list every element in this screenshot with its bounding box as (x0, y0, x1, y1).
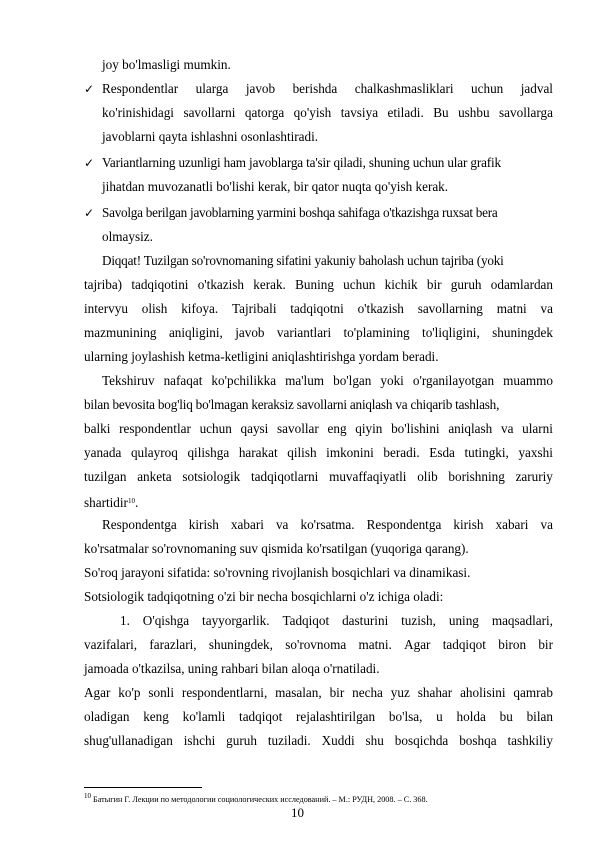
word: nafaqat (163, 373, 203, 388)
word: tavsiya (340, 105, 379, 120)
word: tadqiqotlarni (250, 469, 319, 484)
word: savollarning (417, 301, 483, 316)
word: chalkashmasliklari (354, 81, 454, 96)
word: kirish (188, 517, 219, 532)
word: tashkiliy (507, 733, 553, 748)
word: tadqiqotini (131, 277, 189, 292)
word: bo'lsa, (388, 709, 423, 724)
paragraph-2-line-3 (84, 421, 553, 437)
word: etiladi. (387, 105, 424, 120)
word: Respondentlar (102, 81, 179, 96)
word: Tadqiqot (282, 613, 330, 628)
word: bu (499, 709, 513, 724)
word: muvaffaqiyatli (329, 469, 407, 484)
word: javob (245, 81, 276, 96)
word: tutingki, (464, 445, 509, 460)
word: o'tkazish (197, 277, 245, 292)
word: boshqa (459, 733, 497, 748)
word: ko'rinishidagi (102, 105, 174, 120)
word: variantlari (276, 325, 332, 340)
word: ko'pchilikka (211, 373, 277, 388)
word: to'plamining (343, 325, 410, 340)
word: balki (84, 421, 111, 436)
word: aholisini (460, 685, 506, 700)
page-number: 10 (291, 805, 304, 820)
word: bosqichda (394, 733, 449, 748)
word: mazmunining (84, 325, 157, 340)
word: xabari (230, 517, 264, 532)
word: dasturini (342, 613, 389, 628)
footnote-text: Батыгин Г. Лекции по методологии социологических исследований. – М.: РУДН, 2008. – С. 368. (91, 795, 428, 804)
bullet-2-line-1: Variantlarning uzunligi ham javoblarga ta'sir qiladi, shuning uchun ular grafik (102, 155, 501, 170)
checkmark-icon: ✓ (84, 82, 95, 96)
paragraph-1-line-2 (84, 277, 553, 293)
word: savollar (277, 421, 319, 436)
text-line: joy bo'lmasligi mumkin. (102, 57, 231, 72)
paragraph-2-end-text: shartidir (84, 495, 128, 510)
word: uchun (471, 81, 504, 96)
word: zaruriy (515, 469, 553, 484)
footnote-separator (84, 787, 202, 788)
word: tayyorgarlik. (202, 613, 270, 628)
paragraph-2-line-5 (84, 469, 553, 485)
paragraph-6-line-1 (120, 613, 553, 629)
word: tadqiqot (239, 709, 283, 724)
word: tajriba) (84, 277, 123, 292)
word: borishning (448, 469, 505, 484)
paragraph-5: Sotsiologik tadqiqotning o'zi bir necha bosqichlarni o'z ichiga oladi: (84, 589, 444, 604)
word: O'qishga (142, 613, 190, 628)
word: ularni (522, 421, 553, 436)
word: Respondentga (102, 517, 177, 532)
word: tuzilgan (84, 469, 127, 484)
word: bo'lgan (333, 373, 372, 388)
word: beradi. (383, 445, 420, 460)
word: jadval (520, 81, 553, 96)
word: kichik (384, 277, 418, 292)
word: qaysi (240, 421, 269, 436)
word: ushbu (458, 105, 490, 120)
word: Respondentga (366, 517, 442, 532)
word: shu (365, 733, 384, 748)
word: ma'lum (285, 373, 325, 388)
word: savollarga (499, 105, 553, 120)
word: respondentlar (119, 421, 191, 436)
word: va (275, 517, 289, 532)
word: rejalashtirilgan (296, 709, 376, 724)
word: u (436, 709, 443, 724)
paragraph-1-line-4 (84, 325, 553, 341)
word: imkonini (326, 445, 374, 460)
word: ularga (195, 81, 229, 96)
footnote-number: 10 (84, 792, 91, 800)
word: muammo (503, 373, 553, 388)
word: harakat (238, 445, 278, 460)
word: qilishga (187, 445, 230, 460)
bullet-3-line-2: olmaysiz. (102, 229, 153, 244)
bullet-1-line-1 (102, 81, 553, 97)
word: guruh (450, 277, 482, 292)
word: tuziladi. (267, 733, 311, 748)
word: shuningdek (492, 325, 553, 340)
word: qulayroq (130, 445, 178, 460)
word: va (500, 421, 514, 436)
word: yuz (390, 685, 410, 700)
word: masalan, (275, 685, 322, 700)
word: ko'p (118, 685, 141, 700)
word: bo'lishini (391, 421, 440, 436)
word: tadqiqot (442, 637, 486, 652)
paragraph-7-line-1 (84, 685, 553, 701)
word: necha (352, 685, 383, 700)
paragraph-6-line-2 (84, 637, 553, 653)
paragraph-1-line-3 (84, 301, 553, 317)
word: sonli (148, 685, 175, 700)
word: olish (141, 301, 168, 316)
word: aniqlash (448, 421, 493, 436)
word: qiyin (355, 421, 383, 436)
word: qilish (287, 445, 317, 460)
word: Bu (433, 105, 449, 120)
word: so'rovnoma (285, 637, 347, 652)
word: Agar (404, 637, 431, 652)
word: o'tkazish (357, 301, 404, 316)
word: odamlardan (490, 277, 553, 292)
word: berishda (292, 81, 338, 96)
word: Tekshiruv (102, 373, 155, 388)
word: intervyu (84, 301, 128, 316)
checkmark-icon: ✓ (84, 206, 95, 220)
paragraph-1-line-1: Diqqat! Tuzilgan so'rovnomaning sifatini yakuniy baholash uchun tajriba (yoki (102, 253, 504, 268)
word: Buning (295, 277, 334, 292)
word: bir (426, 277, 442, 292)
word: kirish (453, 517, 484, 532)
paragraph-7-line-2 (84, 709, 553, 725)
paragraph-2-line-4 (84, 445, 553, 461)
word: guruh (226, 733, 257, 748)
word: uchun (343, 277, 376, 292)
word: holda (456, 709, 486, 724)
paragraph-3-line-2: ko'rsatmalar so'rovnomaning suv qismida ko'rsatilgan (yuqoriga qarang). (84, 541, 469, 556)
word: bir (538, 637, 553, 652)
word: Esda (429, 445, 455, 460)
word: farazlari, (149, 637, 197, 652)
word: yanada (84, 445, 122, 460)
word: va (540, 517, 553, 532)
word: eng (327, 421, 347, 436)
word: kifoya. (181, 301, 219, 316)
word: qamrab (513, 685, 553, 700)
word: oladigan (84, 709, 130, 724)
checkmark-icon: ✓ (84, 156, 95, 170)
footnote (84, 791, 428, 805)
paragraph-2-line-2: bilan bevosita bog'liq bo'lmagan keraksiz savollarni aniqlash va chiqarib tashlash, (84, 397, 500, 412)
paragraph-6-line-3: jamoada o'tkazilsa, uning rahbari bilan aloqa o'rnatiladi. (84, 661, 380, 676)
word: uning (448, 613, 479, 628)
word: ko'lamli (182, 709, 226, 724)
paragraph-2-end-punct: . (134, 495, 139, 510)
bullet-2-line-2: jihatdan muvozanatli bo'lishi kerak, bir qator nuqta qo'yish kerak. (102, 179, 449, 194)
paragraph-7-line-3 (84, 733, 553, 749)
word: anketa (137, 469, 172, 484)
paragraph-1-line-5: ularning joylashish ketma-ketligini aniqlashtirishga yordam beradi. (84, 349, 439, 364)
word: uchun (199, 421, 232, 436)
paragraph-4: So'roq jarayoni sifatida: so'rovning rivojlanish bosqichlari va dinamikasi. (84, 565, 471, 580)
word: vazifalari, (84, 637, 138, 652)
word: javob (235, 325, 265, 340)
word: tuzish, (401, 613, 436, 628)
bullet-3-line-1: Savolga berilgan javoblarning yarmini boshqa sahifaga o'tkazishga ruxsat bera (102, 205, 498, 220)
word: shuningdek, (208, 637, 273, 652)
word: keng (143, 709, 169, 724)
word: tadqiqotni (290, 301, 344, 316)
word: bilan (526, 709, 553, 724)
word: yaxshi (518, 445, 553, 460)
word: xabari (495, 517, 529, 532)
bullet-1-line-2 (102, 105, 553, 121)
word: o'rganilayotgan (412, 373, 495, 388)
word: sotsiologik (182, 469, 241, 484)
word: shahar (417, 685, 453, 700)
word: aniqligini, (168, 325, 223, 340)
word: shug'ullanadigan (84, 733, 173, 748)
word: to'liqligini, (422, 325, 480, 340)
word: va (540, 301, 553, 316)
word: olib (417, 469, 438, 484)
word: Xuddi (321, 733, 355, 748)
word: savollarni (183, 105, 236, 120)
word: qatorga (244, 105, 285, 120)
paragraph-2-line-6 (84, 493, 138, 511)
word: Tajribali (232, 301, 277, 316)
word: kerak. (253, 277, 286, 292)
paragraph-3-line-1 (102, 517, 553, 533)
word: yoki (380, 373, 404, 388)
word: biron (498, 637, 527, 652)
word: maqsadlari, (491, 613, 553, 628)
footnote-ref: 10 (127, 497, 135, 505)
word: respondentlarni, (181, 685, 268, 700)
word: qo'yish (293, 105, 332, 120)
paragraph-2-line-1 (102, 373, 553, 389)
word: matni. (358, 637, 392, 652)
word: 1. (120, 613, 130, 628)
word: Agar (84, 685, 111, 700)
bullet-1-line-3: javoblarni qayta ishlashni osonlashtiradi. (102, 129, 319, 144)
word: bir (329, 685, 345, 700)
word: ishchi (183, 733, 216, 748)
word: ko'rsatma. (300, 517, 355, 532)
word: matni (496, 301, 527, 316)
